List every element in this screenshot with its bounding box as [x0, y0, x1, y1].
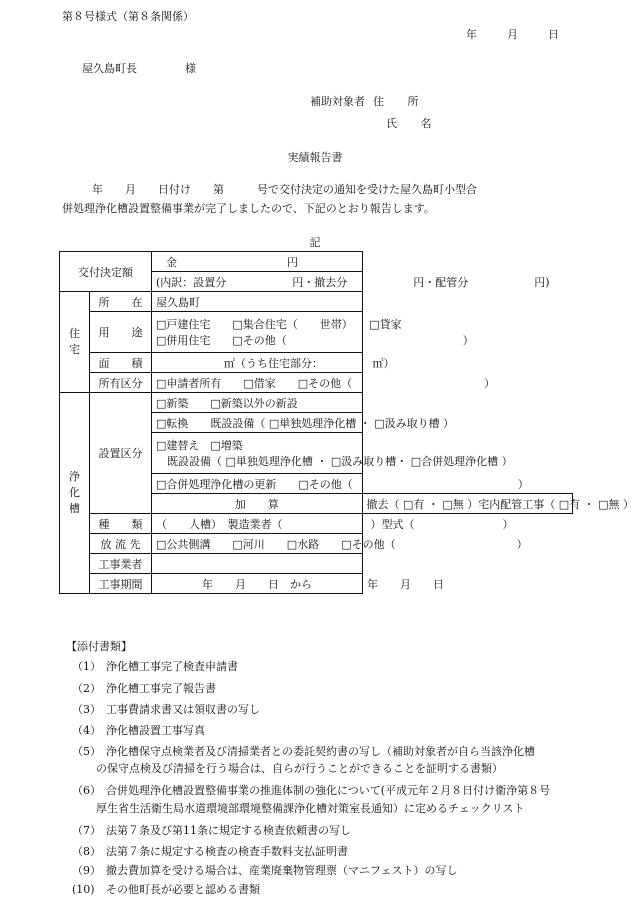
install-line-2: □転換 既設設備（ □単独処理浄化槽 ・ □汲み取り槽 ）	[152, 413, 363, 433]
ownership-value: □申請者所有 □借家 □その他（ ）	[152, 373, 363, 393]
discharge-label: 放 流 先	[90, 534, 152, 554]
install-line-5: □合併処理浄化槽の更新 □その他（ ）	[152, 474, 363, 494]
attachment-item	[72, 722, 205, 738]
attachment-text: 浄化槽保守点検業者及び清掃業者との委託契約書の写し（補助対象者が自ら当該浄化槽	[106, 745, 535, 758]
attachment-text: 合併処理浄化槽設置整備事業の推進体制の強化について(平成元年２月８日付け衛浄第８号	[106, 784, 551, 797]
attachment-number: （8）	[72, 845, 101, 858]
ownership-label: 所有区分	[90, 373, 152, 393]
attachment-number: （1）	[72, 660, 101, 673]
location-row	[60, 292, 573, 312]
discharge-value: □公共側溝 □河川 □水路 □その他（ ）	[152, 534, 363, 554]
use-label: 用 途	[90, 312, 152, 353]
period-value: 年 月 日 から 年 月 日	[152, 574, 363, 594]
body-text-line-2: 併処理浄化槽設置整備事業が完了しましたので、下記のとおり報告します。	[62, 202, 435, 215]
contractor-value	[152, 554, 363, 574]
housing-group-text: 住宅	[69, 327, 80, 356]
attachment-text: 浄化槽工事完了検査申請書	[106, 660, 238, 673]
install-line-3-4	[152, 433, 513, 474]
attachment-item	[72, 782, 550, 798]
attachment-item	[72, 843, 348, 859]
submission-date	[466, 26, 559, 42]
location-label: 所 在	[90, 292, 152, 312]
addition-label: 加 算	[152, 494, 363, 514]
attachment-number: (10)	[72, 883, 95, 896]
attachment-continuation: 厚生省生活衛生局水道環境部環境整備課浄化槽対策室長通知）に定めるチェックリスト	[96, 802, 525, 815]
attachment-item	[72, 822, 351, 838]
attachment-text: その他町長が必要と認める書類	[106, 883, 260, 896]
location-value: 屋久島町	[152, 292, 363, 312]
attachment-item	[72, 862, 457, 878]
attachment-item	[72, 743, 535, 759]
type-row	[60, 514, 573, 534]
install-row-1	[60, 393, 573, 413]
attachment-number: （9）	[72, 864, 101, 877]
install-label: 設置区分	[90, 393, 152, 514]
attachments-title: 【添付書類】	[66, 640, 132, 653]
use-line-2: □併用住宅 □その他（ ）	[156, 334, 474, 347]
area-value: ㎡（うち住宅部分： ㎡）	[152, 353, 363, 373]
attachment-text: 工事費請求書又は領収書の写し	[106, 703, 260, 716]
use-line-1: □戸建住宅 □集合住宅（ 世帯） □貸家	[156, 318, 402, 331]
report-form-table	[59, 251, 634, 594]
attachment-text: 法第７条及び第11条に規定する検査依頼書の写し	[106, 824, 351, 837]
document-title: 実績報告書	[287, 151, 343, 164]
use-row	[60, 312, 573, 353]
form-number: 第８号様式（第８条関係）	[62, 10, 194, 23]
contractor-row	[60, 554, 573, 574]
addressee	[82, 60, 196, 76]
attachment-item	[72, 658, 238, 674]
addressee-honorific: 様	[185, 62, 196, 75]
type-value: （ 人槽） 製造業者（ ）型式（ ）	[152, 514, 363, 534]
install-line-4: 既設設備（ □単独処理浄化槽 ・ □汲み取り槽・ □合併処理浄化槽 ）	[156, 455, 513, 468]
attachment-continuation: の保守点検及び清掃を行う場合は、自らが行うことができることを証明する書類）	[96, 762, 503, 775]
ki-heading: 記	[309, 236, 321, 249]
ownership-row	[60, 373, 573, 393]
period-row	[60, 574, 573, 594]
attachment-text: 浄化槽工事完了報告書	[106, 682, 216, 695]
tank-group-label	[60, 393, 90, 594]
date-year: 年	[466, 28, 477, 41]
attachment-text: 撤去費加算を受ける場合は、産業廃棄物管理票（マニフェスト）の写し	[106, 864, 458, 877]
date-month: 月	[507, 28, 518, 41]
applicant-address-row	[310, 93, 429, 109]
attachment-number: （2）	[72, 682, 101, 695]
attachment-item	[72, 680, 216, 696]
attachment-number: （7）	[72, 824, 101, 837]
area-label: 面 積	[90, 353, 152, 373]
attachment-number: （6）	[72, 784, 101, 797]
addition-value: 撤去（ □有 ・ □無 ）宅内配管工事（ □有 ・ □無 ）	[362, 494, 573, 514]
use-value	[152, 312, 474, 353]
install-line-1: □新築 □新築以外の新設	[152, 393, 363, 413]
attachment-text: 法第７条に規定する検査の検査手数料支払証明書	[106, 845, 348, 858]
tank-group-text: 浄化槽	[69, 470, 80, 515]
attachment-number: （4）	[72, 724, 101, 737]
name-label: 氏 名	[386, 117, 442, 130]
grant-label: 交付決定額	[60, 252, 152, 292]
grant-breakdown: (内訳：設置分 円・撤去分 円・配管分 円)	[152, 272, 363, 292]
period-label: 工事期間	[90, 574, 152, 594]
attachment-item	[72, 881, 260, 897]
date-day: 日	[548, 28, 559, 41]
attachment-text: 浄化槽設置工事写真	[106, 724, 205, 737]
grant-row-1	[60, 252, 573, 272]
address-label: 住 所	[373, 95, 429, 108]
discharge-row	[60, 534, 573, 554]
install-line-3: □建替え □増築	[156, 439, 243, 452]
area-row	[60, 353, 573, 373]
grant-amount: 金 円	[152, 252, 363, 272]
addressee-name: 屋久島町長	[82, 62, 137, 75]
applicant-label: 補助対象者	[310, 95, 365, 108]
contractor-label: 工事業者	[90, 554, 152, 574]
attachment-number: （5）	[72, 745, 101, 758]
body-text-line-1: 年 月 日付け 第 号で交付決定の通知を受けた屋久島町小型合	[92, 183, 477, 196]
type-label: 種 類	[90, 514, 152, 534]
housing-group-label	[60, 292, 90, 393]
attachment-item	[72, 701, 260, 717]
attachment-number: （3）	[72, 703, 101, 716]
